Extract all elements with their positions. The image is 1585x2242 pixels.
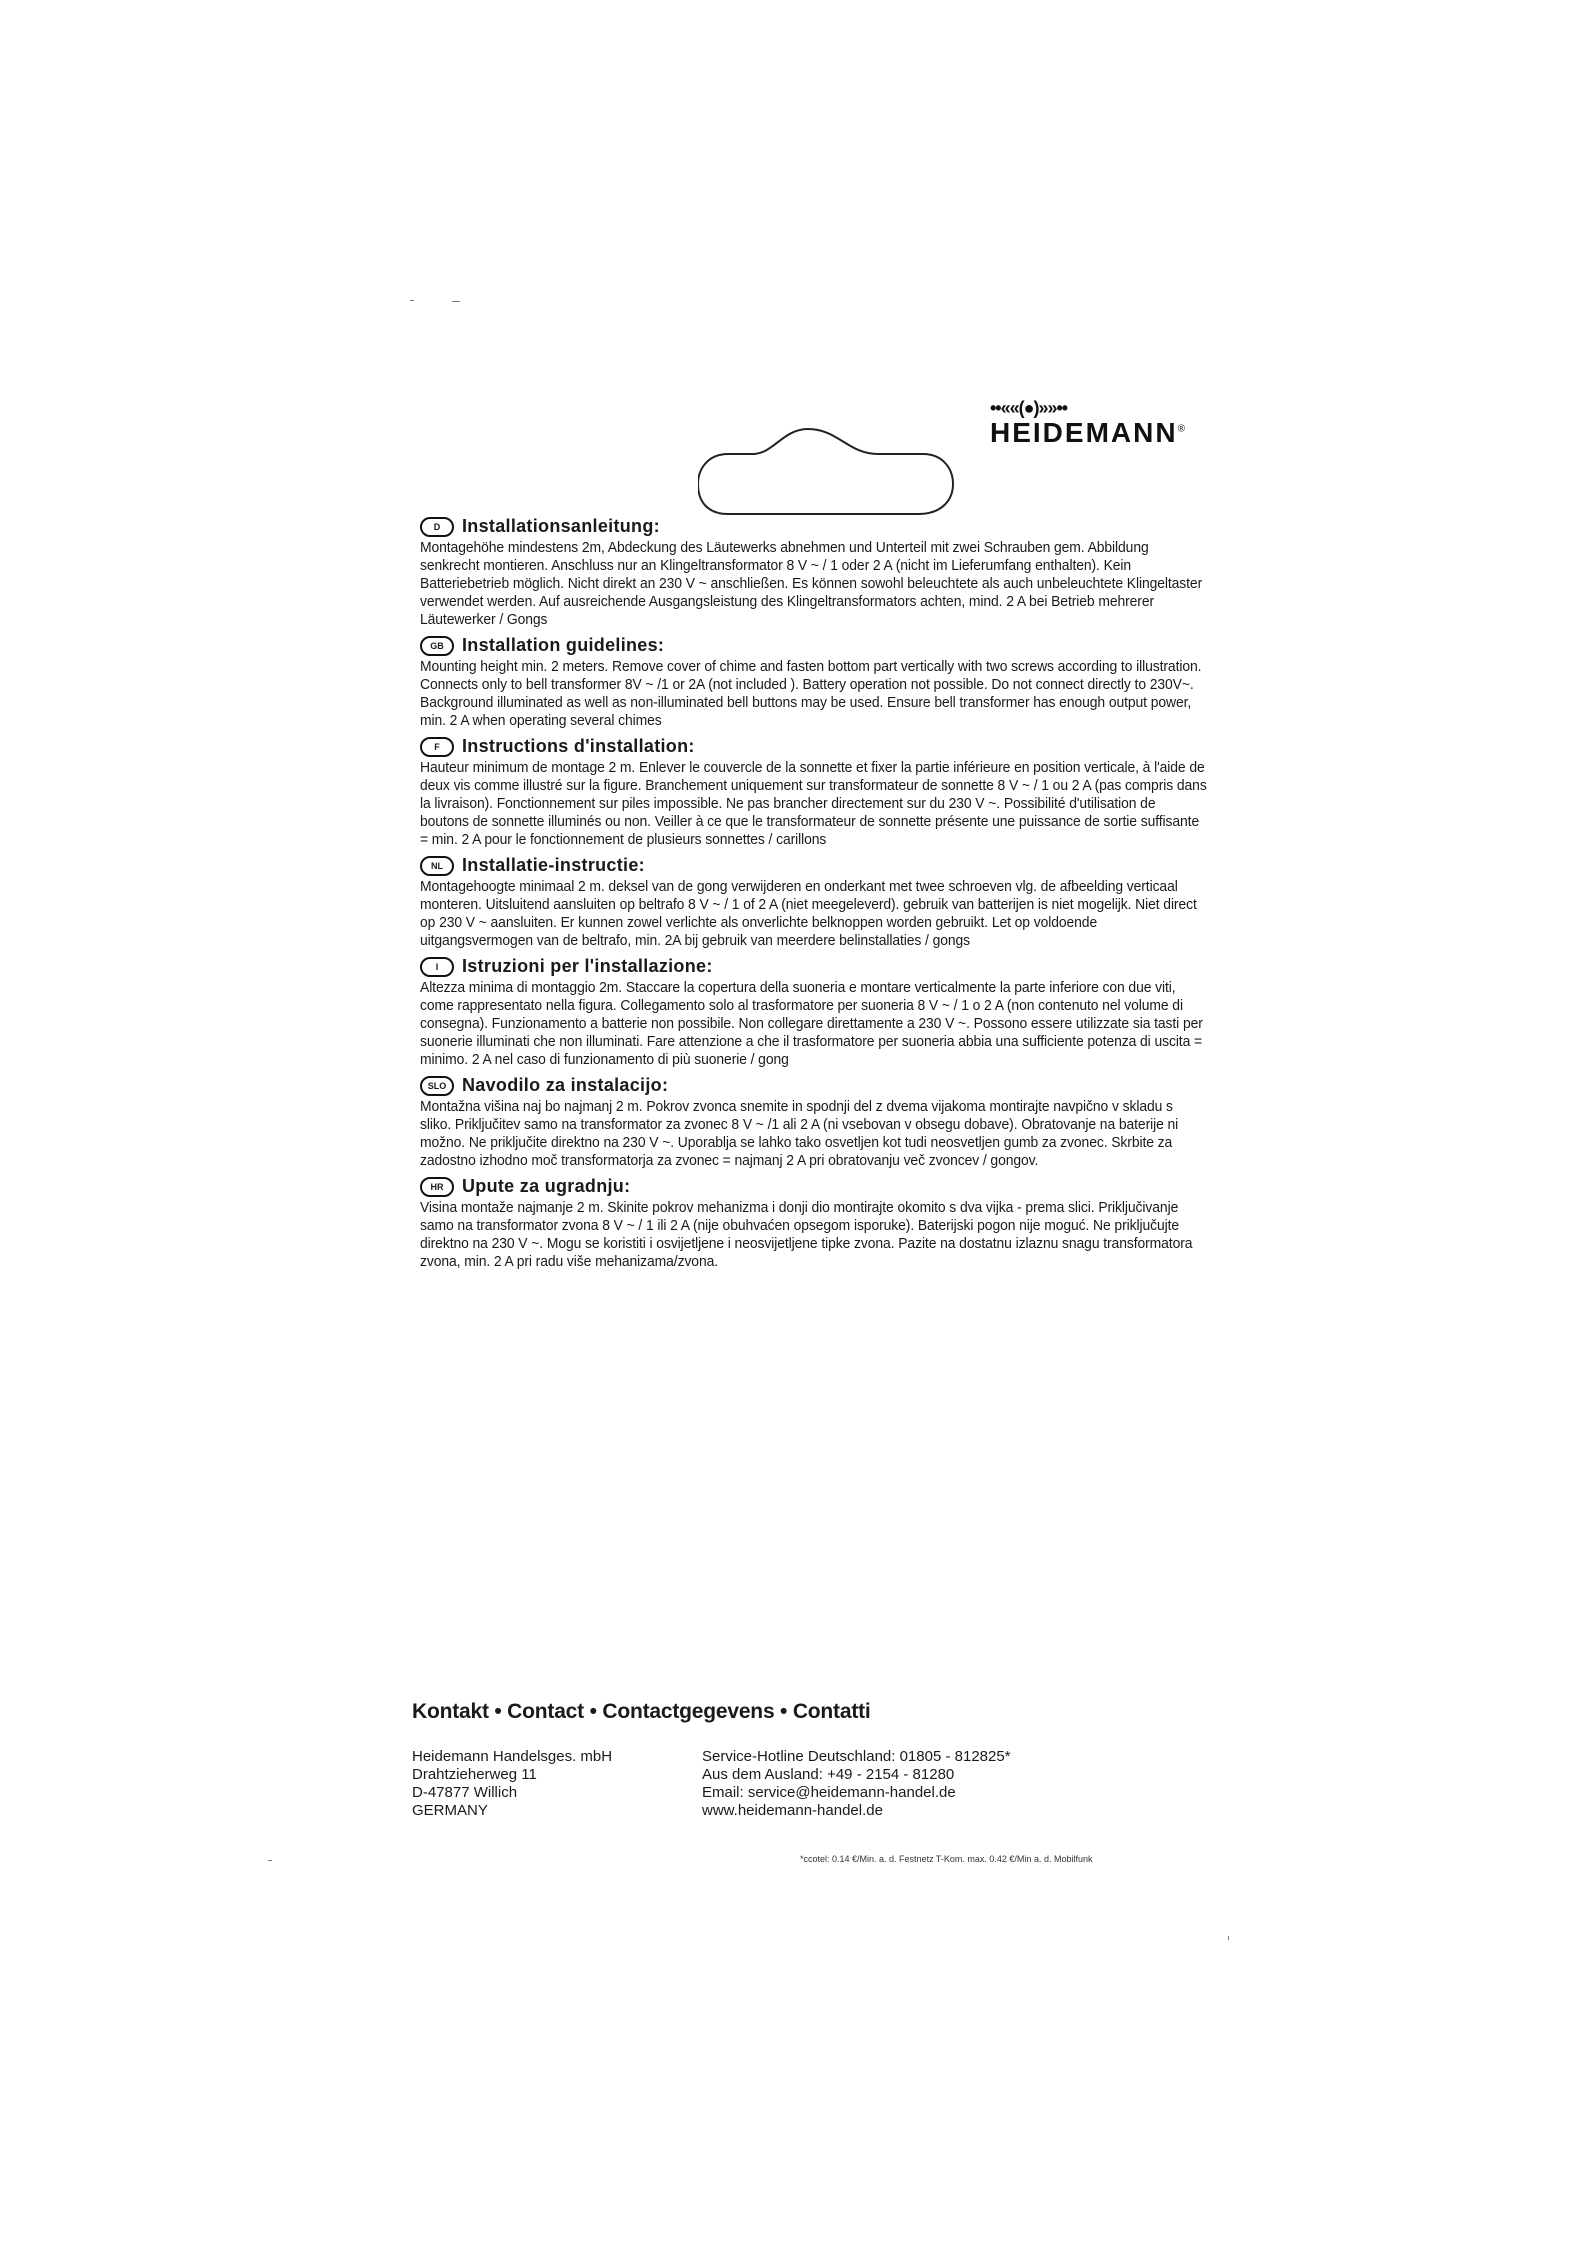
section-body: Visina montaže najmanje 2 m. Skinite pokrov mehanizma i donji dio montirajte okomito s dva vijka - prema slici. Priključivanje samo na transformator zvona 8 V ~ / 1 ili 2 A (nije obuhvaćen opsegom isporuke). Baterijski pogon nije moguć. Ne priključujte direktno na 230 V ~. Mogu se koristiti i osvijetljene i neosvijetljene tipke zvona. Pazite na dostatnu izlaznu snagu transformatora zvona, min. 2 A pri radu više mehanizama/zvona.: [420, 1200, 1193, 1270]
scan-speck: [452, 301, 460, 302]
section-de: [420, 516, 1210, 629]
section-it: [420, 956, 1210, 1069]
scan-speck: [410, 300, 414, 301]
instructions: [420, 516, 1210, 1277]
language-badge-it: I: [420, 957, 454, 977]
email-address: Email: service@heidemann-handel.de: [702, 1784, 956, 1801]
section-title: Instructions d'installation:: [462, 736, 695, 756]
section-slo: [420, 1075, 1210, 1170]
section-hr: [420, 1176, 1210, 1271]
service-hotline: Service-Hotline Deutschland: 01805 - 812825*: [702, 1748, 1011, 1765]
contact-block: [412, 1700, 1212, 1820]
language-badge-de: D: [420, 517, 454, 537]
section-title: Navodilo za instalacijo:: [462, 1075, 669, 1095]
section-body: Altezza minima di montaggio 2m. Staccare la copertura della suoneria e montare verticalmente la parte inferiore con due viti, come rappresentato nella figura. Collegamento solo al trasformatore per suoneria 8 V ~ / 1 o 2 A (non contenuto nel volume di consegna). Funzionamento a batterie non possibile. Non collegare direttamente a 230 V ~. Possono essere utilizzate sia tasti per suonerie illuminati che non illuminati. Fare attenzione a che il trasformatore per suoneria abbia una sufficiente potenza di uscita = minimo. 2 A nel caso di funzionamento di più suonerie / gong: [420, 980, 1203, 1068]
section-body: Mounting height min. 2 meters. Remove cover of chime and fasten bottom part vertically with two screws according to illustration. Connects only to bell transformer 8V ~ /1 or 2A (not included ). Battery operation not possible. Do not connect directly to 230V~. Background illuminated as well as non-illuminated bell buttons may be used. Ensure bell transformer has enough output power, min. 2 A when operating several chimes: [420, 659, 1202, 729]
heidemann-logo: [990, 398, 1220, 449]
language-badge-fr: F: [420, 737, 454, 757]
address-line: D-47877 Willich: [412, 1784, 518, 1801]
language-badge-hr: HR: [420, 1177, 454, 1197]
section-fr: [420, 736, 1210, 849]
section-body: Montagehoogte minimaal 2 m. deksel van de gong verwijderen en onderkant met twee schroeven vlg. de afbeelding verticaal monteren. Uitsluitend aansluiten op beltrafo 8 V ~ / 1 of 2 A (niet meegeleverd). gebruik van batterijen is niet mogelijk. Niet direct op 230 V ~ aansluiten. Er kunnen zowel verlichte als onverlichte belknoppen worden gebruikt. Let op voldoende uitgangsvermogen van de beltrafo, min. 2A bij gebruik van meerdere belinstallaties / gongs: [420, 879, 1197, 949]
address-line: Heidemann Handelsges. mbH: [412, 1748, 613, 1765]
section-title: Installationsanleitung:: [462, 516, 660, 536]
scan-speck: [1228, 1936, 1229, 1940]
section-title: Installatie-instructie:: [462, 855, 645, 875]
logo-mark-icon: ••««(●)»»••: [990, 398, 1068, 418]
chime-outline-illustration: [698, 424, 958, 524]
language-badge-gb: GB: [420, 636, 454, 656]
section-title: Upute za ugradnju:: [462, 1176, 631, 1196]
website-url: www.heidemann-handel.de: [702, 1802, 883, 1819]
service-contact: [702, 1748, 1202, 1820]
section-body: Montažna višina naj bo najmanj 2 m. Pokrov zvonca snemite in spodnji del z dvema vijakoma montirajte navpično v skladu s sliko. Priključitev samo na transformator za zvonec 8 V ~ /1 ali 2 A (ni vsebovan v obsegu dobave). Obratovanje na baterije ni možno. Ne priključite direktno na 230 V ~. Uporablja se lahko tako osvetljen kot tudi neosvetljen gumb za zvonec. Skrbite za zadostno izhodno moč transformatorja za zvonec = najmanj 2 A pri obratovanju več zvoncev / gongov.: [420, 1099, 1179, 1169]
section-nl: [420, 855, 1210, 950]
international-phone: Aus dem Ausland: +49 - 2154 - 81280: [702, 1766, 955, 1783]
section-body: Hauteur minimum de montage 2 m. Enlever le couvercle de la sonnette et fixer la partie inférieure en position verticale, à l'aide de deux vis comme illustré sur la figure. Branchement uniquement sur transformateur de sonnette 8 V ~ / 1 ou 2 A (pas compris dans la livraison). Fonctionnement sur piles impossible. Ne pas brancher directement sur du 230 V ~. Possibilité d'utilisation de boutons de sonnette illuminés ou non. Veiller à ce que le transformateur de sonnette présente une puissance de sortie suffisante = min. 2 A pour le fonctionnement de plusieurs sonnettes / carillons: [420, 760, 1207, 848]
address-line: Drahtzieherweg 11: [412, 1766, 537, 1783]
company-address: [412, 1748, 702, 1820]
address-line: GERMANY: [412, 1802, 488, 1819]
contact-heading: Kontakt • Contact • Contactgegevens • Contatti: [412, 1700, 871, 1723]
tariff-footnote: *ccotel: 0.14 €/Min. a. d. Festnetz T-Kom. max. 0.42 €/Min a. d. Mobilfunk: [800, 1854, 1093, 1864]
section-title: Istruzioni per l'installazione:: [462, 956, 713, 976]
section-body: Montagehöhe mindestens 2m, Abdeckung des Läutewerks abnehmen und Unterteil mit zwei Schrauben gem. Abbildung senkrecht montieren. Anschluss nur an Klingeltransformator 8 V ~ / 1 oder 2 A (nicht im Lieferumfang enthalten). Kein Batteriebetrieb möglich. Nicht direkt an 230 V ~ anschließen. Es können sowohl beleuchtete als auch unbeleuchtete Klingeltaster verwendet werden. Auf ausreichende Ausgangsleistung des Klingeltransformators achten, mind. 2 A bei Betrieb mehrerer Läutewerker / Gongs: [420, 540, 1203, 628]
language-badge-slo: SLO: [420, 1076, 454, 1096]
section-gb: [420, 635, 1210, 730]
section-title: Installation guidelines:: [462, 635, 665, 655]
brand-name: HEIDEMANN®: [990, 417, 1187, 448]
language-badge-nl: NL: [420, 856, 454, 876]
scan-speck: [268, 1860, 272, 1861]
